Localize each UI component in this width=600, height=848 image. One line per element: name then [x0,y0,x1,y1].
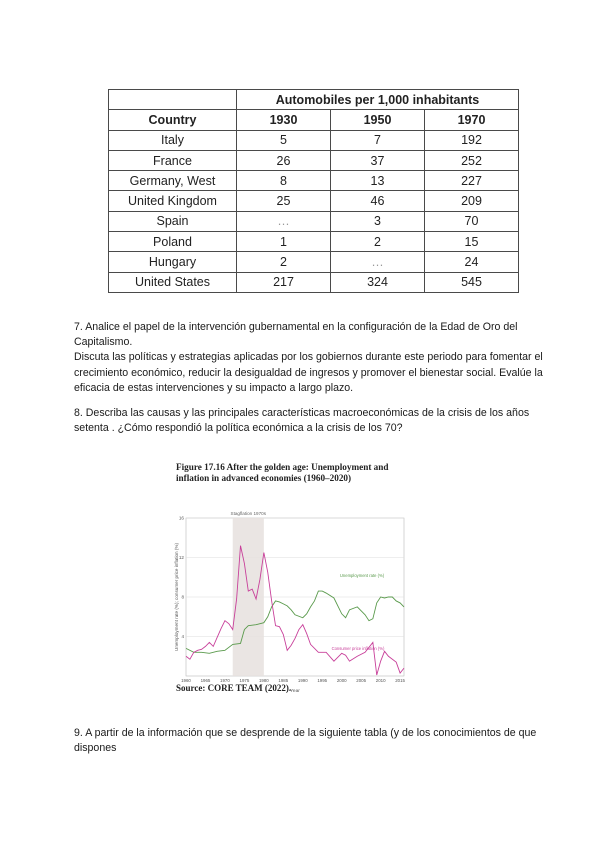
value-cell: … [237,211,331,231]
question-9 [74,726,544,756]
value-cell: 3 [331,211,425,231]
value-cell: 209 [425,191,519,211]
table-row [109,252,519,272]
question-8 [74,406,544,436]
x-tick-label: 1990 [297,678,308,683]
x-tick-label: 2015 [395,678,405,683]
x-tick-label: 2010 [375,678,386,683]
value-cell: 192 [425,130,519,150]
value-cell: 2 [331,232,425,252]
value-cell: 25 [237,191,331,211]
value-cell: 24 [425,252,519,272]
value-cell: 227 [425,171,519,191]
country-cell: Italy [109,130,237,150]
value-cell: 252 [425,150,519,170]
table-row [109,130,519,150]
figure-17-16 [170,462,420,700]
country-cell: France [109,150,237,170]
value-cell: 26 [237,150,331,170]
table-row [109,191,519,211]
inflation-annotation: Consumer price inflation (%) [331,646,385,651]
x-tick-label: 2005 [356,678,367,683]
unemployment-annotation: Unemployment rate (%) [339,573,385,578]
question-7 [74,320,544,396]
value-cell: 545 [425,272,519,292]
value-cell: 15 [425,232,519,252]
y-tick-label: 8 [181,594,184,600]
y-tick-label: 4 [181,634,184,639]
table-row [109,232,519,252]
y-axis-label: Unemployment rate (%); consumer price inflation (%) [174,543,179,651]
country-cell: Hungary [109,252,237,272]
x-axis-label: Year [290,689,300,694]
x-tick-label: 1970 [220,678,230,683]
country-cell: United Kingdom [109,191,237,211]
value-cell: 37 [331,150,425,170]
table-row [109,211,519,231]
y-axis-ticks [179,516,185,640]
unemployment-inflation-chart [170,492,420,697]
value-cell: 1 [237,232,331,252]
country-cell: United States [109,272,237,292]
x-tick-label: 1960 [181,678,191,683]
year-header-1950: 1950 [331,110,425,130]
value-cell: 13 [331,171,425,191]
stagflation-band [233,518,264,676]
table-corner-cell [109,90,237,110]
value-cell: 8 [237,171,331,191]
x-tick-label: 1975 [239,678,250,683]
value-cell: 324 [331,272,425,292]
question-7-intro: 7. Analice el papel de la intervención gubernamental en la configuración de la Edad de Oro del Capitalismo. [74,321,518,349]
value-cell: 217 [237,272,331,292]
country-cell: Germany, West [109,171,237,191]
country-cell: Poland [109,232,237,252]
value-cell: … [331,252,425,272]
year-header-1930: 1930 [237,110,331,130]
country-cell: Spain [109,211,237,231]
figure-title: Figure 17.16 After the golden age: Unemployment and inflation in advanced economies (1960–2020) [176,462,389,483]
stagflation-label: Stagflation 1970s [230,511,267,516]
y-tick-label: 12 [178,555,184,560]
value-cell: 7 [331,130,425,150]
table-row [109,150,519,170]
table-group-header: Automobiles per 1,000 inhabitants [237,90,519,110]
table-row [109,171,519,191]
x-tick-label: 1995 [317,678,328,683]
table-row [109,272,519,292]
value-cell: 46 [331,191,425,211]
x-tick-label: 2000 [336,678,347,683]
automobiles-table [108,89,519,293]
y-tick-label: 16 [178,515,184,521]
figure-source: Source: CORE TEAM (2022). [176,683,292,693]
x-tick-label: 1965 [200,678,211,683]
question-9-text: 9. A partir de la información que se desprende de la siguiente tabla (y de los conocimientos de que dispones [74,727,537,755]
x-tick-label: 1980 [258,678,269,683]
table-header-row [109,110,519,130]
year-header-1970: 1970 [425,110,519,130]
value-cell: 5 [237,130,331,150]
value-cell: 2 [237,252,331,272]
table-header-row-group [109,90,519,110]
country-header: Country [109,110,237,130]
question-8-text: 8. Describa las causas y las principales características macroeconómicas de la crisis de los años setenta . ¿Cómo respondió la política económica a la crisis de los 70? [74,407,530,435]
value-cell: 70 [425,211,519,231]
x-tick-label: 1985 [278,678,289,683]
question-7-detail: Discuta las políticas y estrategias aplicadas por los gobiernos durante este periodo para fomentar el crecimiento económico, reducir la desigualdad de ingresos y promover el bienestar social. Evalúe la eficacia de estas intervenciones y su impacto a largo plazo. [74,351,543,394]
